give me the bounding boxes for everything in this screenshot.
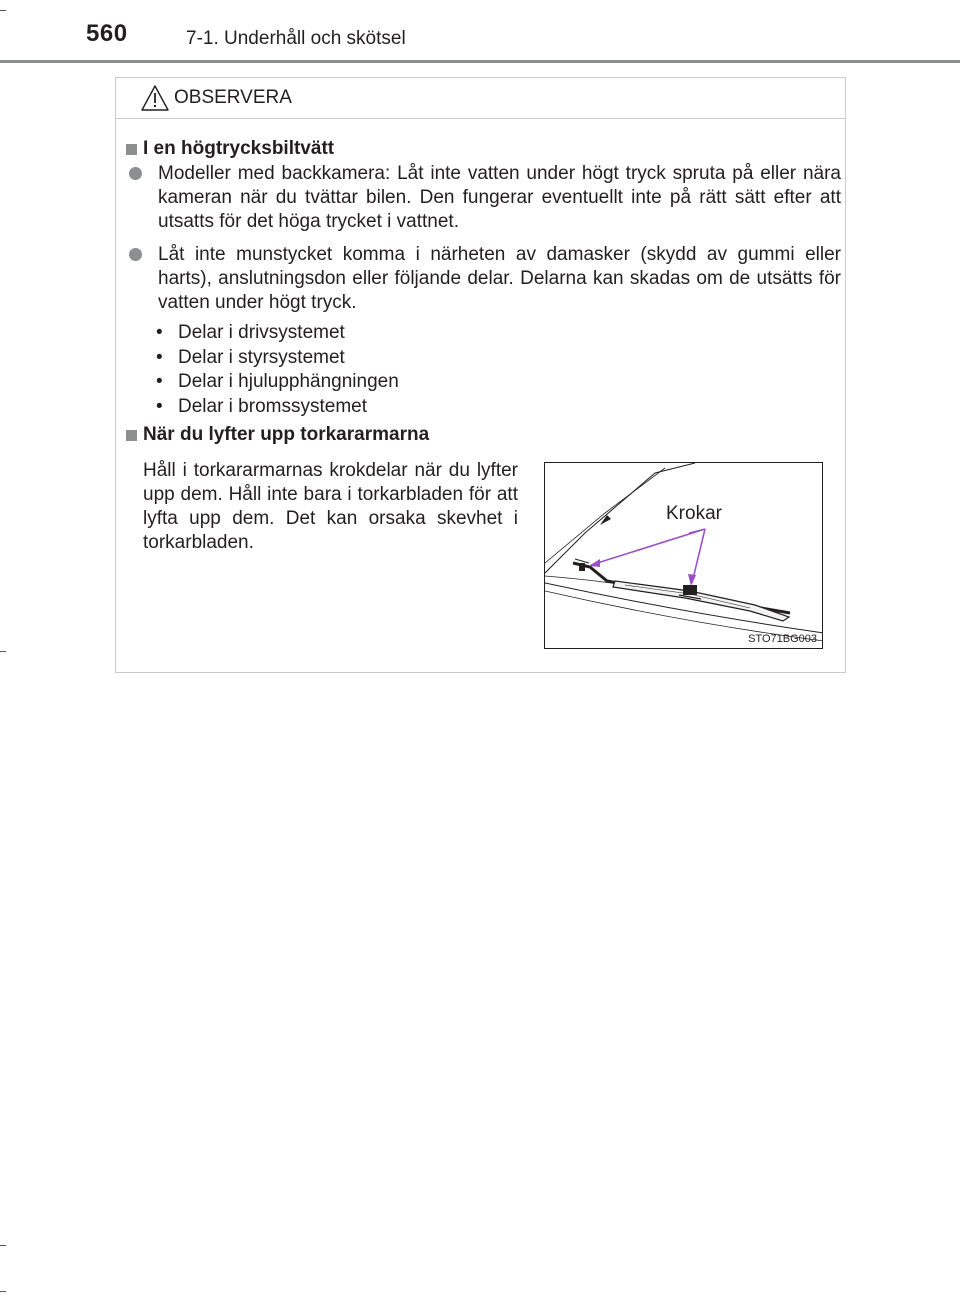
square-bullet-icon [126,144,137,155]
wiper-drawing [545,463,823,649]
header-divider [0,60,960,63]
crop-mark [0,651,6,652]
subheading-text: I en högtrycksbiltvätt [143,138,335,159]
list-item-text: Modeller med backkamera: Låt inte vatten under högt tryck spruta på eller nära kameran när du tvättar bilen. Den fungerar eventuellt inte på rätt sätt efter att utsatts för det höga trycket i vattnet. [158,163,841,232]
sub-list-item: • Delar i drivsystemet [156,322,345,343]
subheading-text: När du lyfter upp torkararmarna [143,424,430,445]
square-bullet-icon [126,430,137,441]
page-header [0,0,960,64]
list-item [129,243,841,315]
warning-triangle-icon [140,84,170,112]
wiper-instructions: Håll i torkararmarnas krokdelar när du lyfter upp dem. Håll inte bara i torkarbladen för att lyfta upp dem. Det kan orsaka skevhet i torkarbladen. [143,460,518,553]
dot-bullet-icon [129,167,142,180]
caution-box [115,77,846,673]
dot-bullet-icon [129,248,142,261]
crop-mark [0,1291,6,1292]
crop-mark [0,10,6,11]
section-title: 7-1. Underhåll och skötsel [186,28,406,49]
page-number: 560 [86,20,128,47]
hooks-label: Krokar [666,503,722,524]
caution-label: OBSERVERA [174,87,292,108]
sub-list-item: • Delar i bromssystemet [156,395,367,417]
wiper-illustration [544,462,823,649]
caution-header [116,78,845,119]
affected-parts-list [156,321,399,419]
crop-mark [0,1245,6,1246]
sub-list-item: • Delar i hjulupphängningen [156,371,399,392]
list-item-text: Låt inte munstycket komma i närheten av damasker (skydd av gummi eller harts), anslutningsdon eller följande delar. Delarna kan skadas om de utsätts för vatten under högt tryck. [158,244,841,313]
sub-list-item: • Delar i styrsystemet [156,346,345,368]
subheading-high-pressure-wash [126,138,334,160]
figure-code: STO71BG003 [748,633,817,645]
list-item [129,162,841,234]
subheading-wiper-arms [126,424,429,446]
